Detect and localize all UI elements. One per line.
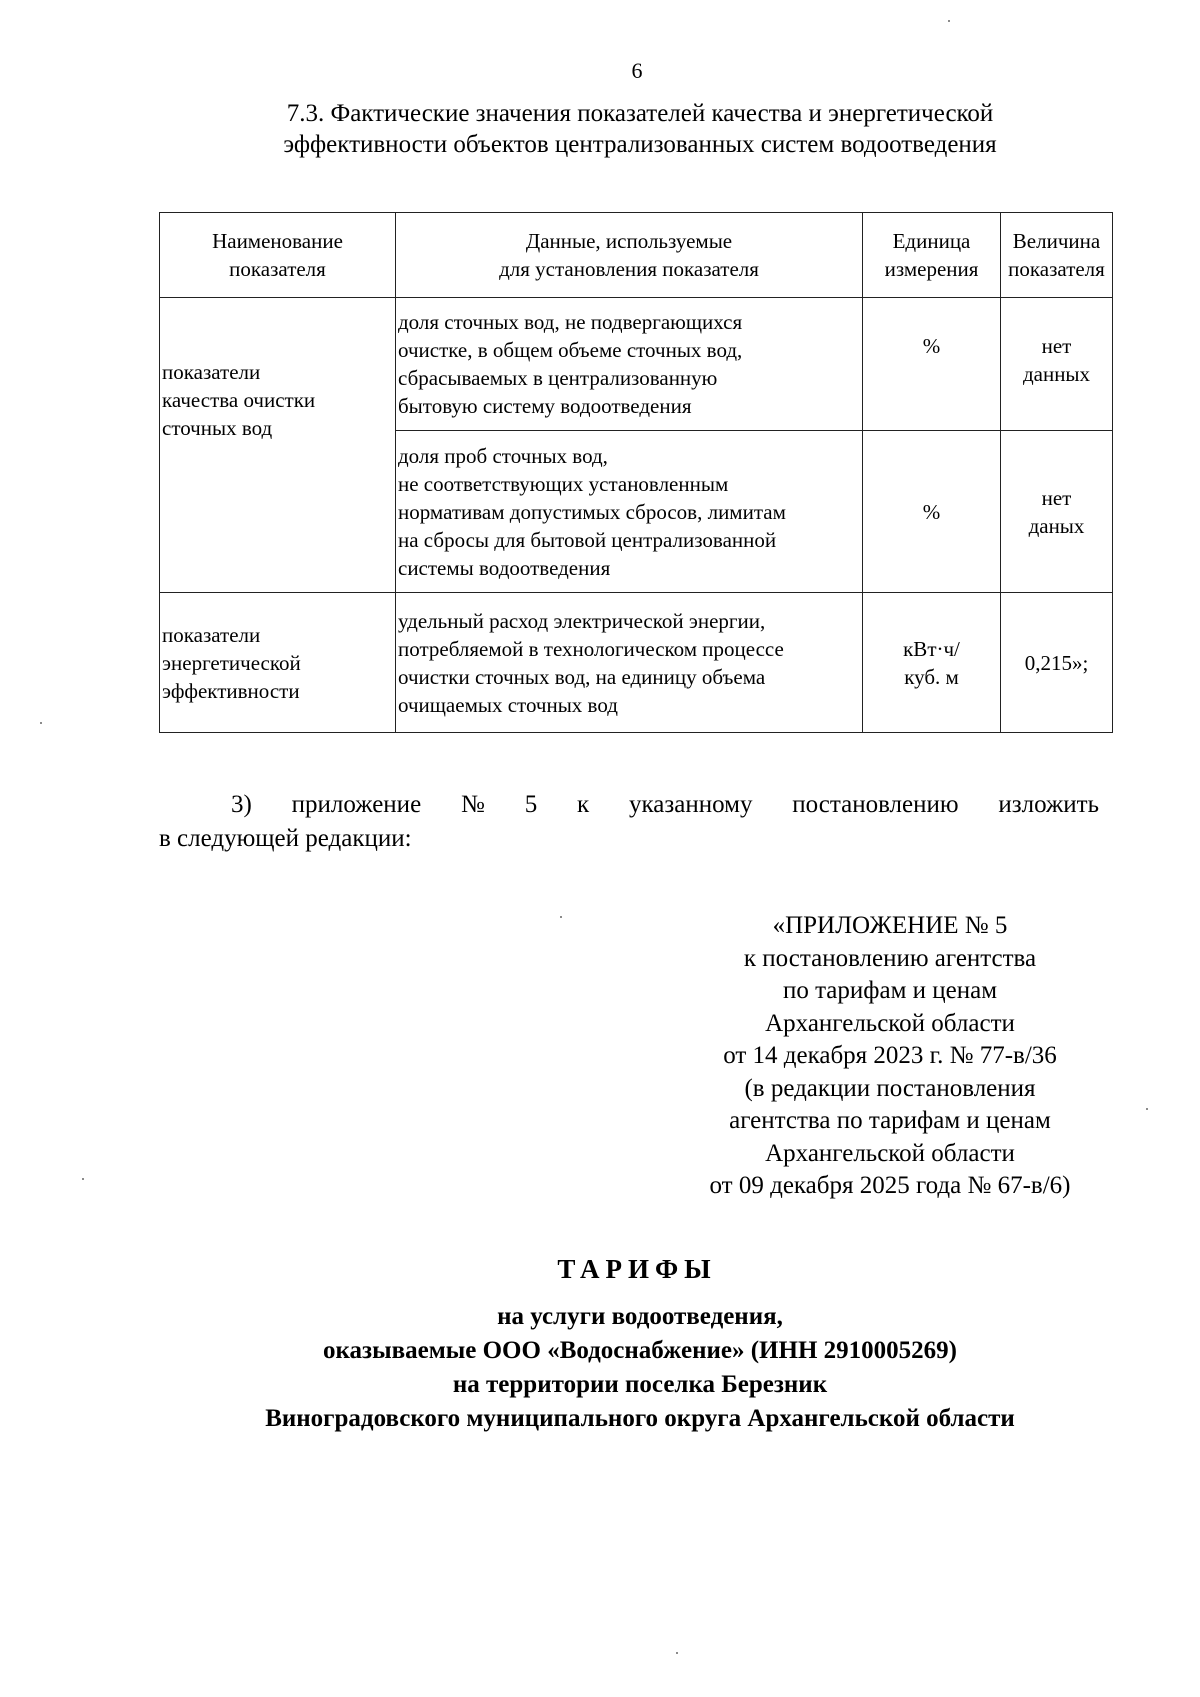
unit-text: куб. м [904, 664, 959, 689]
header-unit [863, 213, 1001, 298]
group-quality [160, 298, 396, 593]
data-text: очистке, в общем объеме сточных вод, [398, 338, 743, 362]
data-text: потребляемой в технологическом процессе [398, 636, 784, 661]
data-text: нормативам допустимых сбросов, лимитам [398, 499, 786, 524]
header-text: Наименование [212, 229, 343, 253]
header-text: измерения [884, 257, 979, 281]
section-heading-line: эффективности объектов централизованных систем водоотведения [283, 131, 997, 158]
header-value [1001, 213, 1113, 298]
group-text: энергетической [162, 650, 301, 675]
value-text: нет [1041, 334, 1072, 358]
value-cell [1001, 298, 1113, 431]
unit-text: % [922, 334, 941, 358]
unit-cell [863, 593, 1001, 733]
data-text: очистки сточных вод, на единицу объема [398, 664, 766, 689]
value-text: 0,215»; [1024, 650, 1089, 675]
group-text: показатели [162, 622, 261, 647]
scan-speck [1146, 1108, 1148, 1110]
section-heading [200, 98, 1080, 160]
header-text: Величина [1012, 229, 1101, 253]
scan-speck [82, 1178, 84, 1180]
tariffs-subtitle [180, 1300, 1100, 1436]
appendix-line: Архангельской области [765, 1009, 1015, 1037]
unit-cell [863, 298, 1001, 431]
appendix-line: к постановлению агентства [743, 944, 1037, 972]
value-cell [1001, 593, 1113, 733]
page-number: 6 [631, 58, 643, 83]
data-cell [396, 298, 863, 431]
appendix-line: по тарифам и ценам [782, 977, 998, 1004]
data-text: очищаемых сточных вод [398, 692, 618, 717]
appendix-header [660, 910, 1120, 1203]
value-text: даных [1028, 513, 1085, 538]
table-row [160, 593, 1113, 733]
amendment-word: изложить [998, 791, 1099, 818]
scan-speck [676, 1652, 678, 1654]
tariffs-title: ТАРИФЫ [557, 1254, 717, 1284]
appendix-line: «ПРИЛОЖЕНИЕ № 5 [772, 912, 1008, 939]
data-text: сбрасываемых в централизованную [398, 366, 718, 390]
appendix-line: агентства по тарифам и ценам [729, 1107, 1051, 1134]
unit-cell [863, 431, 1001, 593]
amendment-word: приложение [291, 791, 422, 818]
data-text: удельный расход электрической энергии, [398, 608, 766, 633]
table-row [160, 298, 1113, 431]
group-text: показатели [162, 360, 261, 384]
tariffs-subtitle-line: Виноградовского муниципального округа Архангельской области [265, 1405, 1015, 1432]
indicators-table [159, 212, 1113, 733]
table-header-row [160, 213, 1113, 298]
scan-speck [948, 20, 950, 22]
appendix-line: от 14 декабря 2023 г. № 77-в/36 [723, 1042, 1057, 1069]
amendment-line [159, 788, 1099, 822]
tariffs-subtitle-line: оказываемые ООО «Водоснабжение» (ИНН 2910005269) [323, 1337, 957, 1364]
group-text: сточных вод [162, 416, 273, 440]
appendix-line: от 09 декабря 2025 года № 67-в/6) [709, 1172, 1071, 1199]
tariffs-subtitle-line: на услуги водоотведения, [497, 1303, 783, 1330]
amendment-word: указанному [629, 791, 753, 818]
header-text: Единица [892, 229, 971, 253]
header-text: показателя [229, 257, 326, 281]
appendix-line: (в редакции постановления [744, 1074, 1036, 1102]
amendment-word: 5 [524, 791, 538, 818]
data-text: не соответствующих установленным [398, 471, 729, 496]
data-text: системы водоотведения [398, 555, 611, 580]
data-cell [396, 431, 863, 593]
data-text: на сбросы для бытовой централизованной [398, 527, 777, 552]
section-heading-line: 7.3. Фактические значения показателей качества и энергетической [286, 100, 994, 127]
scan-speck [40, 722, 42, 724]
unit-text: % [922, 499, 941, 524]
unit-text: кВт·ч/ [903, 636, 960, 661]
header-text: Данные, используемые [525, 229, 733, 253]
header-data [396, 213, 863, 298]
group-text: эффективности [162, 678, 300, 703]
data-text: бытовую систему водоотведения [398, 394, 692, 418]
amendment-word: № [461, 791, 485, 818]
data-cell [396, 593, 863, 733]
data-text: доля сточных вод, не подвергающихся [398, 310, 743, 334]
header-name [160, 213, 396, 298]
amendment-line: в следующей редакции: [159, 825, 412, 852]
tariffs-subtitle-line: на территории поселка Березник [452, 1371, 828, 1398]
group-text: качества очистки [162, 388, 316, 412]
value-cell [1001, 431, 1113, 593]
header-text: показателя [1008, 257, 1105, 281]
value-text: данных [1022, 362, 1091, 386]
amendment-word: постановлению [792, 791, 959, 818]
amendment-word: 3) [231, 791, 252, 818]
appendix-line: Архангельской области [765, 1139, 1015, 1167]
group-energy [160, 593, 396, 733]
header-text: для установления показателя [499, 257, 759, 281]
value-text: нет [1041, 485, 1072, 510]
amendment-word: к [577, 791, 590, 818]
data-text: доля проб сточных вод, [398, 443, 608, 468]
scan-speck [560, 916, 562, 918]
